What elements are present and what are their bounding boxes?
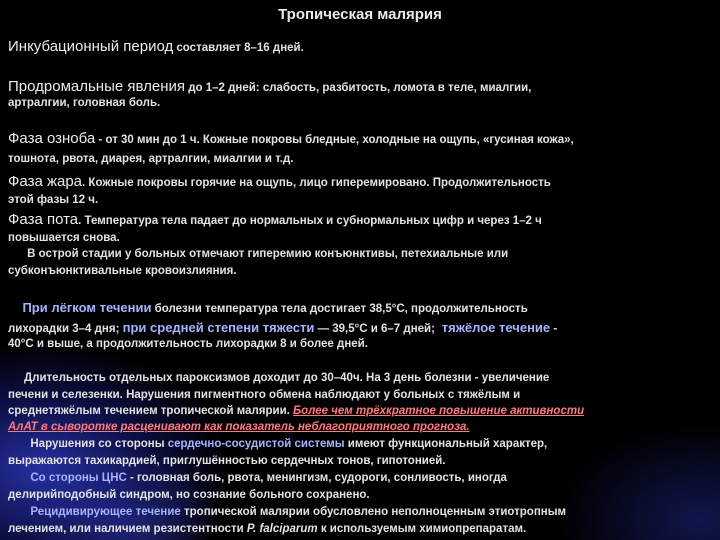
severe-label: тяжёлое течение <box>438 320 551 335</box>
severity-line-2 <box>8 320 557 335</box>
prodromal-label: Продромальные явления <box>8 78 185 95</box>
prodromal-line-1 <box>8 78 531 95</box>
sweat-line-1 <box>8 211 542 228</box>
severe-tail: - <box>550 323 558 335</box>
moderate-text: — 39,5°С и 6–7 дней; <box>314 323 439 335</box>
alt-activity-note: Более чем трёхкратное повышение активности <box>293 405 585 417</box>
species-name: P. falciparum <box>246 523 318 535</box>
incubation-text: составляет 8–16 дней. <box>173 42 304 54</box>
cardio-line-1 <box>8 438 547 450</box>
cns-label: Со стороны ЦНС <box>8 472 127 484</box>
heat-line-2: этой фазы 12 ч. <box>8 194 99 206</box>
cns-line-1 <box>8 472 507 484</box>
paroxysm-line-1: Длительность отдельных пароксизмов доходит до 30–40ч. На 3 день болезни - увеличение <box>8 372 550 384</box>
paroxysm-line-3 <box>8 405 584 417</box>
relapse-text-1: тропической малярии обусловлено неполноценным этиотропным <box>180 506 567 518</box>
acute-line-1: В острой стадии у больных отмечают гиперемию конъюнктивы, петехиальные или <box>8 248 509 260</box>
incubation-line <box>8 38 304 55</box>
paroxysm-line-4 <box>8 421 470 433</box>
cns-text-1: - головная боль, рвота, менингизм, судороги, сонливость, иногда <box>126 472 507 484</box>
relapse-text-2-end: к используемым химиопрепаратам. <box>317 523 527 535</box>
mild-text: болезни температура тела достигает 38,5°С, продолжительность <box>151 303 528 315</box>
chill-line-1 <box>8 130 574 147</box>
cardio-label: сердечно-сосудистой системы <box>167 438 345 450</box>
alt-prognosis-note: АлАТ в сыворотке расценивают как показатель неблагоприятного прогноза. <box>8 421 470 433</box>
chill-label: Фаза озноба <box>8 130 96 147</box>
heat-line-1 <box>8 173 551 190</box>
cardio-text-1: имеют функциональный характер, <box>344 438 548 450</box>
cardio-line-2: выражаются тахикардией, приглушённостью сердечных тонов, гипотонией. <box>8 455 446 467</box>
relapse-line-1 <box>8 506 566 518</box>
heat-label: Фаза жара <box>8 173 83 190</box>
relapse-line-2 <box>8 523 526 535</box>
acute-line-2: субконъюнктивальные кровоизлияния. <box>8 265 237 277</box>
sweat-text-1: . Температура тела падает до нормальных и субнормальных цифр и через 1–2 ч <box>78 215 542 227</box>
mild-label: При лёгком течении <box>8 300 152 315</box>
paroxysm-line-2: печени и селезенки. Нарушения пигментного обмена наблюдают у больных с тяжёлым и <box>8 389 521 401</box>
severity-line-3: 40°С и выше, а продолжительность лихорадки 8 и более дней. <box>8 338 368 350</box>
prodromal-line-2: артралгии, головная боль. <box>8 97 161 109</box>
chill-text-1: - от 30 мин до 1 ч. Кожные покровы бледные, холодные на ощупь, «гусиная кожа», <box>95 134 574 146</box>
moderate-label: при средней степени тяжести <box>122 320 315 335</box>
relapse-label: Рецидивирующее течение <box>8 506 181 518</box>
severity-line-1 <box>8 300 528 315</box>
sweat-label: Фаза пота <box>8 211 79 228</box>
relapse-text-2-start: лечением, или наличием резистентности <box>8 523 247 535</box>
prodromal-text-1: до 1–2 дней: слабость, разбитость, ломота в теле, миалгии, <box>185 82 532 94</box>
paroxysm-line-3-start: среднетяжёлым течением тропической малярии. <box>8 405 294 417</box>
incubation-label: Инкубационный период <box>8 38 174 55</box>
cardio-start: Нарушения со стороны <box>8 438 168 450</box>
heat-text-1: . Кожные покровы горячие на ощупь, лицо гиперемировано. Продолжительность <box>82 177 551 189</box>
severity-line-2-start: лихорадки 3–4 дня; <box>8 323 123 335</box>
sweat-line-2: повышается снова. <box>8 232 120 244</box>
slide-title: Тропическая малярия <box>278 6 442 23</box>
cns-line-2: делирийподобный синдром, но сознание больного сохранено. <box>8 489 370 501</box>
chill-line-2: тошнота, рвота, диарея, артралгии, миалгии и т.д. <box>8 153 294 165</box>
